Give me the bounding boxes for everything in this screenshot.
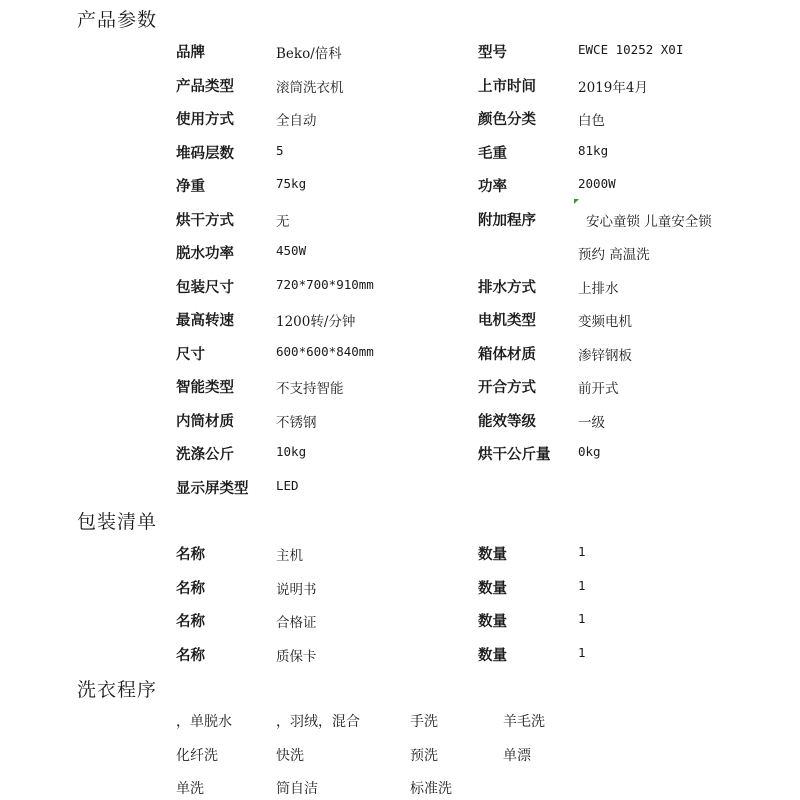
packing-name-label: 名称 — [176, 580, 205, 597]
param-value: 渗锌钢板 — [578, 347, 632, 364]
program-item: 标准洗 — [410, 781, 452, 797]
program-item: 羊毛洗 — [503, 714, 545, 730]
param-label: 智能类型 — [176, 380, 234, 396]
param-value: 一级 — [578, 414, 605, 431]
packing-item-name: 合格证 — [276, 615, 317, 631]
param-value: 81kg — [578, 142, 609, 158]
param-value: 安心童锁 儿童安全锁 — [586, 213, 712, 230]
packing-qty-value: 1 — [578, 577, 586, 593]
param-value: 全自动 — [276, 113, 317, 129]
packing-qty-label: 数量 — [478, 547, 507, 563]
param-value: 预约 高温洗 — [578, 247, 650, 263]
packing-qty-label: 数量 — [478, 614, 507, 630]
param-label: 烘干方式 — [176, 212, 234, 229]
packing-qty-label: 数量 — [478, 580, 507, 597]
packing-name-label: 名称 — [176, 614, 205, 630]
param-value: 上排水 — [578, 280, 619, 297]
param-label: 产品类型 — [176, 78, 234, 95]
packing-name-label: 名称 — [176, 647, 205, 664]
param-label: 电机类型 — [478, 313, 536, 329]
packing-qty-value: 1 — [578, 611, 586, 626]
packing-qty-value: 1 — [578, 644, 586, 660]
program-item: 预洗 — [410, 747, 438, 764]
param-value: LED — [276, 477, 299, 493]
param-label: 烘干公斤量 — [478, 447, 551, 463]
param-label: 尺寸 — [176, 346, 205, 363]
param-value: 前开式 — [578, 381, 619, 397]
packing-name-label: 名称 — [176, 547, 205, 563]
param-value: 不支持智能 — [276, 381, 344, 397]
program-item: 单漂 — [503, 747, 531, 764]
param-label: 脱水功率 — [176, 246, 234, 262]
program-item: 快洗 — [276, 747, 304, 764]
param-label: 内筒材质 — [176, 413, 234, 430]
param-label: 最高转速 — [176, 313, 234, 329]
param-value: 不锈钢 — [276, 414, 317, 431]
param-label: 颜色分类 — [478, 112, 536, 128]
param-value: 720*700*910mm — [276, 276, 374, 292]
param-value: 1200转/分钟 — [276, 314, 356, 330]
packing-qty-label: 数量 — [478, 647, 507, 664]
param-value: 变频电机 — [578, 314, 632, 330]
param-label: 洗涤公斤 — [176, 447, 234, 463]
param-label: 毛重 — [478, 145, 507, 162]
param-value: 2019年4月 — [578, 79, 648, 96]
program-item: 筒自洁 — [276, 781, 318, 797]
param-label: 开合方式 — [478, 380, 536, 396]
param-value: 5 — [276, 142, 284, 158]
program-item: 化纤洗 — [176, 747, 218, 764]
section-title-params: 产品参数 — [77, 9, 158, 31]
param-label: 堆码层数 — [176, 145, 234, 162]
param-label: 功率 — [478, 179, 507, 195]
param-value: EWCE 10252 X0I — [578, 42, 684, 57]
program-item: ，羽绒，混合 — [276, 714, 360, 730]
param-label: 包装尺寸 — [176, 279, 234, 296]
packing-item-name: 质保卡 — [276, 648, 317, 665]
param-label: 附加程序 — [478, 212, 536, 229]
comment-marker-icon — [574, 199, 579, 204]
param-label: 上市时间 — [478, 78, 536, 95]
param-label: 能效等级 — [478, 413, 536, 430]
section-title-packing: 包装清单 — [77, 511, 158, 533]
param-value: 滚筒洗衣机 — [276, 79, 344, 96]
param-value: 2000W — [578, 176, 616, 191]
param-label: 使用方式 — [176, 112, 234, 128]
packing-item-name: 主机 — [276, 548, 303, 564]
param-label: 品牌 — [176, 45, 205, 61]
param-value: 600*600*840mm — [276, 343, 374, 359]
param-value: 10kg — [276, 444, 307, 459]
program-item: 手洗 — [410, 714, 438, 730]
param-label: 显示屏类型 — [176, 480, 249, 497]
param-value: Beko/倍科 — [276, 46, 342, 62]
param-value: 白色 — [578, 113, 605, 129]
param-label: 排水方式 — [478, 279, 536, 296]
packing-qty-value: 1 — [578, 544, 586, 559]
program-item: 单洗 — [176, 781, 204, 797]
param-value: 0kg — [578, 444, 601, 459]
packing-item-name: 说明书 — [276, 581, 317, 598]
section-title-programs: 洗衣程序 — [77, 679, 158, 701]
param-value: 无 — [276, 213, 290, 230]
param-value: 75kg — [276, 176, 307, 191]
param-label: 型号 — [478, 45, 507, 61]
param-label: 净重 — [176, 179, 205, 195]
program-item: ，单脱水 — [176, 714, 232, 730]
param-label: 箱体材质 — [478, 346, 536, 363]
param-value: 450W — [276, 243, 307, 258]
